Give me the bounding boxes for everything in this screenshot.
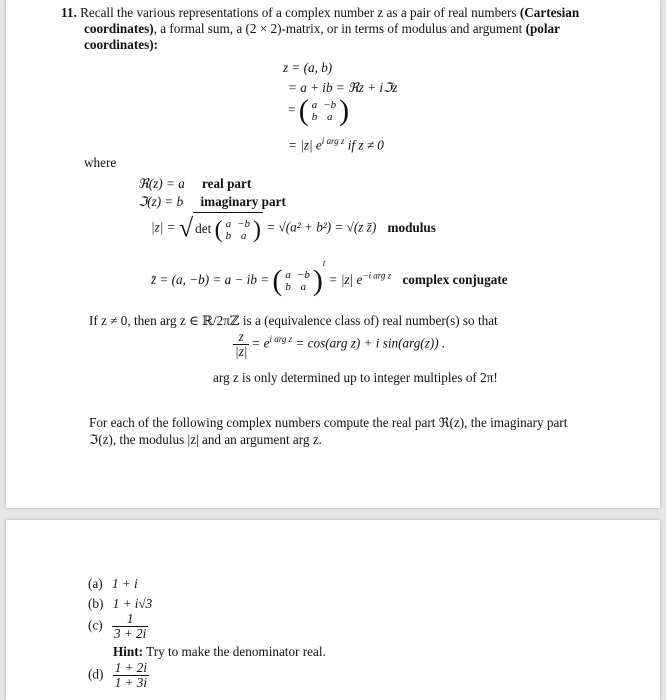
list-item-a: [88, 576, 138, 592]
def-conj-transpose: t: [322, 258, 326, 268]
rep-matrix-eq: =: [288, 102, 296, 118]
matrix-cell: −b: [296, 268, 310, 281]
matrix-cell: −b: [237, 218, 251, 230]
def-conj-left: z̄ = (a, −b) = a − ib =: [151, 272, 270, 287]
matrix-cell: b: [225, 230, 232, 242]
rep-polar-cond: if z ≠ 0: [344, 137, 384, 153]
intro-text: Recall the various representations of a complex number z as a pair of real numbers: [80, 5, 517, 20]
arg-formula-rest: = cos(arg z) + i sin(arg(z)) .: [292, 335, 446, 351]
matrix-cell: a: [300, 280, 307, 293]
def-modulus-mid: = √(a² + b²) = √(z z̄): [266, 219, 377, 235]
def-conj-right: = |z| e: [328, 272, 363, 287]
rep-sum: = a + ib = ℜz + iℑz: [288, 80, 398, 95]
list-item-c: [88, 612, 150, 641]
hint-text: Try to make the denominator real.: [143, 644, 326, 659]
arg-note: arg z is only determined up to integer multiples of 2π!: [213, 370, 498, 385]
def-real-expr: ℜ(z) = a: [138, 176, 185, 191]
problem-intro-line2: [84, 21, 560, 37]
item-expr: 1 + i√3: [112, 596, 153, 611]
def-imag-label: imaginary part: [200, 194, 286, 209]
list-item-d: [88, 661, 151, 690]
item-c-num: 1: [112, 612, 148, 627]
def-conj-exp: −i arg z: [362, 270, 392, 281]
cartesian-term-close: coordinates): [84, 21, 154, 36]
matrix-cell: a: [326, 111, 333, 123]
def-real-label: real part: [202, 176, 252, 191]
def-conj-label: complex conjugate: [402, 272, 508, 287]
item-label: (c): [88, 617, 103, 633]
intro-text-2: , a formal sum, a (2 × 2)-matrix, or in terms of modulus and argument: [153, 21, 523, 36]
def-modulus-label: modulus: [387, 219, 436, 235]
problem-intro-line1: [61, 5, 579, 21]
arg-formula-exp: i arg z: [269, 334, 293, 345]
hint-label: Hint:: [113, 644, 144, 659]
problem-card: [6, 0, 660, 508]
matrix-cell: b: [311, 111, 318, 123]
polar-term-close: coordinates):: [84, 37, 158, 52]
cartesian-term-open: (Cartesian: [519, 5, 580, 20]
def-real: [138, 176, 251, 192]
item-d-den: 1 + 3i: [114, 675, 148, 690]
item-d-num: 1 + 2i: [114, 660, 148, 675]
arg-definition: If z ≠ 0, then arg z ∈ ℝ/2πℤ is a (equivalence class of) real number(s) so that: [89, 313, 498, 328]
rep-pair: z = (a, b): [283, 60, 333, 75]
matrix-cell: a: [285, 268, 291, 281]
matrix-cell: a: [240, 230, 247, 242]
def-modulus-left: |z| =: [151, 219, 176, 235]
where-label: where: [84, 155, 117, 170]
matrix-cell: a: [311, 99, 318, 111]
arg-formula-eq: = e: [251, 335, 270, 351]
matrix-cell: b: [285, 280, 291, 293]
rep-polar: [288, 133, 384, 153]
task-line1: For each of the following complex numbers compute the real part ℜ(z), the imaginary part: [89, 415, 568, 430]
problem-number: 11.: [61, 5, 77, 20]
det-label: det: [195, 221, 212, 237]
arg-formula: [231, 330, 445, 359]
rep-matrix: = ( a −b b a ): [288, 94, 350, 127]
def-imag: [138, 194, 286, 210]
item-label: (b): [88, 596, 104, 611]
item-label: (a): [88, 576, 103, 591]
item-c-hint: [113, 644, 326, 660]
arg-frac-den: |z|: [235, 344, 248, 359]
exercise-card: [6, 520, 660, 700]
item-label: (d): [88, 666, 104, 682]
def-imag-expr: ℑ(z) = b: [138, 194, 184, 209]
def-modulus: |z| = √ det ( a −b b a ) = √(a² + b²) = √(z z̄) modulus: [151, 213, 436, 243]
polar-term-open: (polar: [525, 21, 560, 36]
matrix-cell: −b: [323, 99, 337, 111]
rep-polar-exp: i arg z: [321, 136, 345, 146]
def-conjugate: z̄ = (a, −b) = a − ib = ( a −b b a )$^t$ = |z| $e^{-i arg z}$ complex conjugate: [151, 258, 508, 297]
item-expr: 1 + i: [111, 576, 138, 591]
task-line2: ℑ(z), the modulus |z| and an argument arg z.: [89, 432, 322, 447]
list-item-b: [88, 596, 152, 612]
arg-frac-num: z: [233, 330, 249, 345]
matrix-cell: a: [225, 218, 232, 230]
rep-polar-main: = |z| e: [288, 137, 322, 153]
item-c-den: 3 + 2i: [113, 626, 147, 641]
